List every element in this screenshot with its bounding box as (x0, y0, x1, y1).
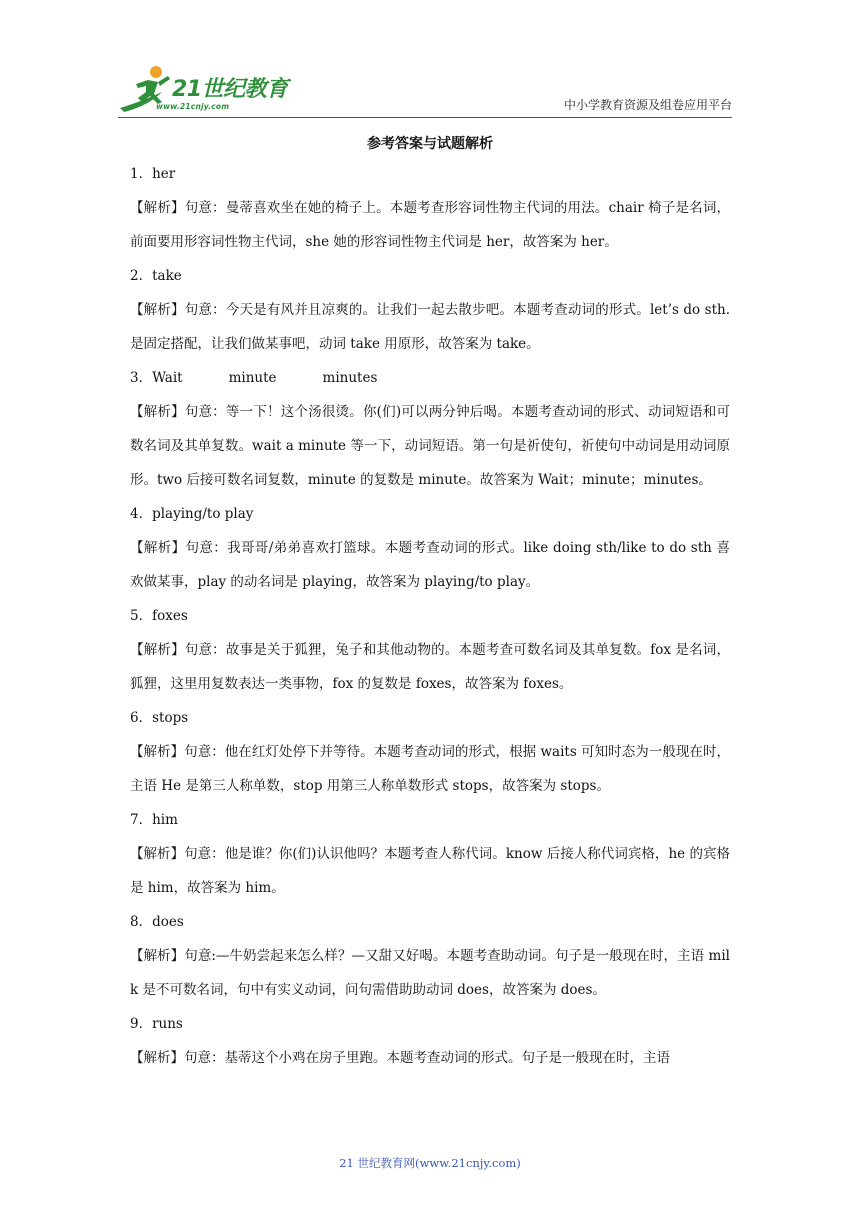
analysis-paragraph: 【解析】句意：我哥哥/弟弟喜欢打篮球。本题考查动词的形式。like doing sth/like to do sth 喜欢做某事，play 的动名词是 playing，故答案为 playing/to play。 (130, 540, 730, 590)
analysis-paragraph: 【解析】句意：今天是有风并且凉爽的。让我们一起去散步吧。本题考查动词的形式。let’s do sth.是固定搭配，让我们做某事吧，动词 take 用原形，故答案为 take。 (130, 302, 730, 352)
page-header (118, 62, 732, 118)
answer-line: 1．her (130, 166, 176, 182)
analysis-paragraph: 【解析】句意：故事是关于狐狸，兔子和其他动物的。本题考查可数名词及其单复数。fox 是名词，狐狸，这里用复数表达一类事物，fox 的复数是 foxes，故答案为 foxes。 (130, 642, 730, 692)
answer-line (130, 361, 730, 395)
answer-line: 8．does (130, 914, 184, 930)
answer-line: 6．stops (130, 710, 189, 726)
answer-line: 5．foxes (130, 608, 188, 624)
analysis-paragraph: 【解析】句意：他是谁？你(们)认识他吗？本题考查人称代词。know 后接人称代词宾格，he 的宾格是 him，故答案为 him。 (130, 846, 730, 896)
answer-part: 3．Wait (130, 370, 183, 386)
analysis-paragraph: 【解析】句意：基蒂这个小鸡在房子里跑。本题考查动词的形式。句子是一般现在时，主语 (130, 1050, 670, 1066)
answer-line: 9．runs (130, 1016, 183, 1032)
answer-line: 7．him (130, 812, 178, 828)
logo-url: www.21cnjy.com (156, 102, 230, 111)
page-footer[interactable]: 21 世纪教育网(www.21cnjy.com) (339, 1156, 521, 1170)
logo-text: 21世纪教育 (172, 77, 288, 102)
header-divider (118, 117, 732, 118)
analysis-paragraph: 【解析】句意：等一下！这个汤很烫。你(们)可以两分钟后喝。本题考查动词的形式、动词短语和可数名词及其单复数。wait a minute 等一下，动词短语。第一句是祈使句，祈使句中动词是用动词原形。two 后接可数名词复数，minute 的复数是 minute。故答案为 Wait；minute；minutes。 (130, 404, 730, 488)
page-title: 参考答案与试题解析 (367, 136, 493, 152)
answer-line: 2．take (130, 268, 182, 284)
answer-list (130, 157, 730, 1075)
answer-line: 4．playing/to play (130, 506, 254, 522)
analysis-paragraph: 【解析】句意：曼蒂喜欢坐在她的椅子上。本题考查形容词性物主代词的用法。chair 椅子是名词，前面要用形容词性物主代词，she 她的形容词性物主代词是 her，故答案为 her。 (130, 200, 730, 250)
answer-part: minutes (322, 370, 378, 386)
platform-name: 中小学教育资源及组卷应用平台 (563, 98, 732, 112)
logo (118, 62, 298, 116)
analysis-paragraph: 【解析】句意：他在红灯处停下并等待。本题考查动词的形式，根据 waits 可知时态为一般现在时，主语 He 是第三人称单数，stop 用第三人称单数形式 stops，故答案为 stops。 (130, 744, 730, 794)
answer-part: minute (228, 370, 277, 386)
analysis-paragraph: 【解析】句意:—牛奶尝起来怎么样？—又甜又好喝。本题考查助动词。句子是一般现在时，主语 milk 是不可数名词，句中有实义动词，问句需借助助动词 does，故答案为 does。 (130, 948, 730, 998)
